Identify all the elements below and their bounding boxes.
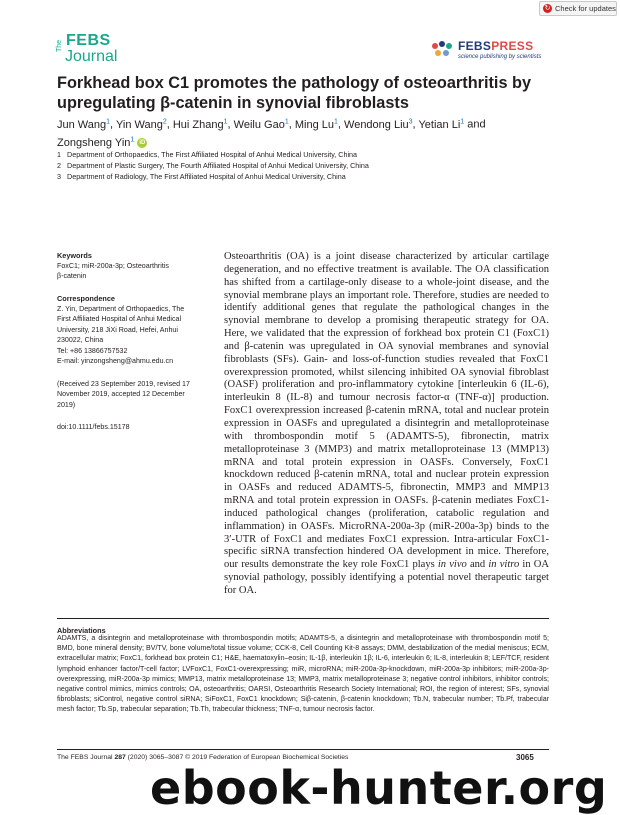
abbreviations-bottom-rule — [57, 749, 549, 750]
doi-link[interactable]: doi:10.1111/febs.15178 — [57, 423, 130, 431]
abbreviations-body: ADAMTS, a disintegrin and metalloproteinase with thrombospondin motifs; ADAMTS-5, a disintegrin and metalloproteinase with thrombospondin motif 5; BMD, bone mineral density; BV/TV, bone volume/total tissue volume; CCK-8, Cell Counting Kit-8 assays; DMM, destabilization of the medial meniscus; ECM, extracellular matrix; FoxC1, forkhead box protein C1; H&E, haematoxylin–eosin; IL-1β, interleukin 1β; IL-6, interleukin 6; IL-8, interleukin 8; LEF/TCF, resident lymphoid enhancer factor/T-cell factor; LVFoxC1, FoxC1-overexpressing; miR, microRNA; miR-200a-3p-knockdown, miR-200a-3p inhibitors; miR-200a-3p-overexpressing, miR-200a-3p mimics; MMP13, matrix metalloproteinase 13; MMP3, matrix metalloproteinase 3; negative control inhibitors, inhibitor controls; negative control mimics, mimics controls; OA, osteoarthritis; OARSI, Osteoarthritis Research Society International; ROI, the region of interest; SFs, synovial fibroblasts; siControl, negative control siRNA; SiFoxC1, FoxC1 knockdown; Siβ-catenin, β-catenin knockdown; Tb.N, trabecular number; Tb.Pf, trabecular mesh factor; Tb.Sp, trabecular separation; Tb.Th, trabecular thickness; TNF-α, tumour necrosis factor. — [57, 635, 549, 714]
watermark-text: ebook-hunter.org — [150, 761, 608, 815]
author[interactable]: Yin Wang$^2$ — [115, 118, 167, 131]
check-for-updates-button[interactable] — [539, 1, 617, 16]
abbreviations-heading: Abbreviations — [57, 626, 106, 635]
logo-journal: Journal — [65, 48, 118, 65]
author[interactable]: Jun Wang$^1$ — [57, 118, 111, 131]
author[interactable]: Zongsheng Yin$^1$ — [57, 136, 135, 150]
febs-press-logo — [430, 39, 560, 67]
press-tagline: science publishing by scientists — [458, 54, 542, 60]
orcid-icon[interactable]: iD — [139, 140, 146, 147]
affiliation-2: 2 Department of Plastic Surgery, The Fourth Affiliated Hospital of Anhui Medical University, China — [57, 161, 369, 170]
keywords-list: FoxC1; miR-200a-3p; Osteoarthritis β-catenin — [57, 262, 169, 281]
received-dates: (Received 23 September 2019, revised 17 November 2019, accepted 12 December 2019) — [57, 380, 190, 409]
author[interactable]: Yetian Li$^1$ — [418, 118, 465, 131]
affiliation-3: 3 Department of Radiology, The First Affiliated Hospital of Anhui Medical University, China — [57, 172, 346, 181]
keywords-heading: Keywords — [57, 251, 92, 260]
author-conjunction: and — [467, 118, 486, 131]
logo-the: The — [56, 39, 63, 52]
febs-press-dots-icon — [430, 40, 454, 60]
author[interactable]: Weilu Gao$^1$ — [233, 118, 289, 131]
author[interactable]: Hui Zhang$^1$ — [172, 118, 228, 131]
abstract-body: Osteoarthritis (OA) is a joint disease characterized by articular cartilage degeneration, and no effective treatment is available. The OA classification has shifted from a cartilage-only disease to a whole-joint disease, and the synovial membrane plays an important role. Therefore, studies are needed to identify additional genes that regulate the pathological changes in the synovial membrane to develop a promising therapeutic strategy for OA. Here, we validated that the expression of forkhead box protein C1 (FoxC1) and β-catenin was upregulated in OA synovial membranes and synovial fibroblasts (SFs). Gain- and loss-of-function studies revealed that FoxC1 overexpression promoted, whilst silencing inhibited OA synovial fibroblast (OASF) proliferation and pro-inflammatory cytokine [interleukin 6 (IL-6), interleukin 8 (IL-8) and tumour necrosis factor-α (TNF-α)] production. FoxC1 overexpression increased β-catenin mRNA, total and nuclear protein expression in OASFs and upregulated a disintegrin and metalloproteinase with thrombospondin motif 5 (ADAMTS-5), fibronectin, matrix metalloproteinase 3 (MMP3) and matrix metalloproteinase 13 (MMP13) mRNA and total protein expression in OASFs. Conversely, FoxC1 knockdown reduced β-catenin mRNA, total and nuclear protein expression in OASFs and reduced ADAMTS-5, fibronectin, MMP3 and MMP13 mRNA and total protein expression in OASFs. β-catenin mediates FoxC1-induced pathological changes (proliferation, catabolic regulation and inflammation) in OASFs. MicroRNA-200a-3p (miR-200a-3p) binds to the 3′-UTR of FoxC1 and mediates FoxC1 expression. Intra-articular FoxC1-specific siRNA transfection hindered OA development in mice. Therefore, our results demonstrate the key role FoxC1 plays in vivo and in vitro in OA synovial pathology, possibly identifying a potential novel therapeutic target for OA. — [224, 251, 549, 596]
febs-journal-logo — [56, 32, 126, 66]
page-number: 3065 — [516, 753, 534, 762]
correspondence-block: Z. Yin, Department of Orthopaedics, The First Affiliated Hospital of Anhui Medical University, 218 JiXi Road, Hefei, Anhui 230022, China Tel: +86 13866757532 E-mail: yinzongsheng@ahmu.edu.cn — [57, 304, 217, 366]
author-list: Jun Wang$^1$, Yin Wang$^2$, Hui Zhang$^1$, Weilu Gao$^1$, Ming Lu$^1$, Wendong Liu$^3$, Yetian Li$^1$ and Zongsheng Yin$^1$ iD — [57, 118, 486, 150]
footer-citation: The FEBS Journal 287 (2020) 3065–3087 © 2019 Federation of European Biochemical Societies — [57, 754, 349, 761]
author[interactable]: Wendong Liu$^3$ — [344, 118, 413, 131]
author[interactable]: Ming Lu$^1$ — [294, 118, 338, 131]
correspondence-email[interactable]: E-mail: yinzongsheng@ahmu.edu.cn — [57, 357, 174, 366]
correspondence-heading: Correspondence — [57, 294, 115, 303]
article-title: Forkhead box C1 promotes the pathology of osteoarthritis by upregulating β-catenin in synovial fibroblasts — [57, 74, 532, 112]
press-name: FEBSPRESS — [458, 39, 534, 53]
update-badge-icon: ↻ — [544, 5, 551, 12]
check-for-updates-label: Check for updates — [555, 4, 616, 13]
logo-febs: FEBS — [66, 32, 111, 49]
abbreviations-top-rule — [57, 618, 549, 619]
affiliation-1: 1 Department of Orthopaedics, The First Affiliated Hospital of Anhui Medical University, China — [57, 150, 358, 159]
